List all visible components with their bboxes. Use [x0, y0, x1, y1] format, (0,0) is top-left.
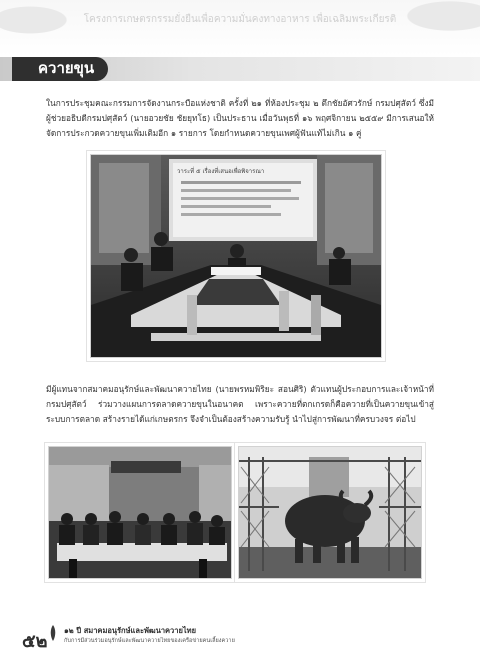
buffalo-photo-image [239, 447, 421, 578]
body-paragraph-2: มีผู้แทนจากสมาคมอนุรักษ์และพัฒนาควายไทย (นายพรหมพิริยะ สอนศิริ) ตัวแทนผู้ประกอบการและเจ้าหน้าที่กรมปศุสัตว์ ร่วมวางแผนการตลาดควายขุนในอนาคต เพราะควายที่ตกเกรดก็คือควายที่เป็นควายขุนเข้าสู่ระบบการตลาด สร้างรายได้แก่เกษตรกร จึงจำเป็นต้องสร้างความรับรู้ นำไปสู่การพัฒนาที่ครบวงจร ต่อไป [46, 384, 434, 424]
body-paragraph-1: ในการประชุมคณะกรรมการจัดงานกระบือแห่งชาติ ครั้งที่ ๒๑ ที่ห้องประชุม ๒ ตึกชัยอัศวรักษ์ กรมปศุสัตว์ ซึ่งมีผู้ช่วยอธิบดีกรมปศุสัตว์ (นายอวยชัย ชัยยุทโธ) เป็นประธาน เมื่อวันพุธที่ ๑๖ พฤศจิกายน ๒๕๕๙ มีการเสนอให้จัดการประกวดควายขุนเพิ่มเติมอีก ๑ รายการ โดยกำหนดควายขุนเพศผู้ฟันแท้ไม่เกิน ๑ คู่ [46, 98, 434, 138]
meeting-photo [90, 154, 382, 358]
meeting-photo-image [91, 155, 381, 357]
meeting-screen-text: วาระที่ ๕ เรื่องที่เสนอเพื่อพิจารณา [177, 168, 265, 175]
group-meeting-photo-image [49, 447, 231, 578]
group-meeting-photo [48, 446, 232, 579]
section-title: ควายขุน [12, 57, 108, 81]
footer-title: ๑๒ ปี สมาคมอนุรักษ์และพัฒนาควายไทย [64, 626, 196, 635]
buffalo-logo-icon [48, 624, 58, 642]
page-number: ๕๒ [22, 631, 48, 651]
footer-subtitle: กับการมีส่วนร่วมอนุรักษ์และพัฒนาควายไทยของเครือข่ายคนเลี้ยงควาย [64, 638, 235, 644]
buffalo-photo [238, 446, 422, 579]
running-header: โครงการเกษตรกรรมยั่งยืนเพื่อความมั่นคงทางอาหาร เพื่อเฉลิมพระเกียรติ [83, 14, 397, 25]
header-decoration [0, 0, 480, 56]
